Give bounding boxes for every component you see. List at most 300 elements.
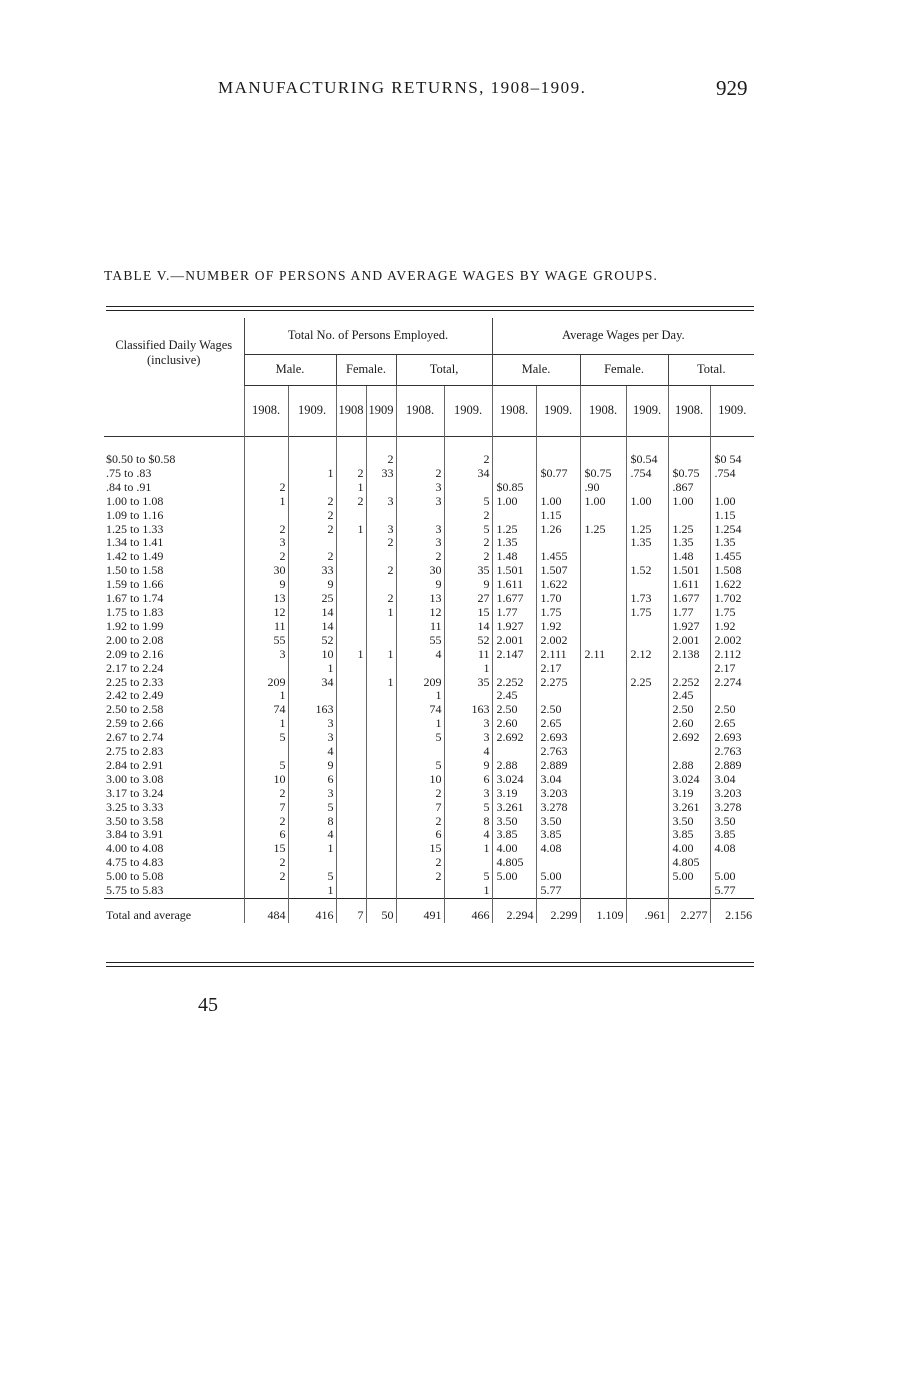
- persons-cell: 4: [396, 648, 444, 662]
- persons-cell: [336, 703, 366, 717]
- wage-cell: 1.455: [536, 550, 580, 564]
- wage-cell: 1.00: [492, 495, 536, 509]
- wage-cell: [580, 509, 626, 523]
- persons-cell: [366, 787, 396, 801]
- wage-class-label: 1.42 to 1.49: [106, 550, 164, 564]
- persons-cell: 1: [366, 676, 396, 690]
- table-row: [104, 662, 754, 676]
- persons-cell: 10: [396, 773, 444, 787]
- wage-cell: 1.70: [536, 592, 580, 606]
- wage-cell: [580, 592, 626, 606]
- wage-cell: 2.889: [710, 759, 754, 773]
- persons-cell: 2: [336, 467, 366, 481]
- persons-cell: 5: [396, 731, 444, 745]
- persons-cell: [244, 745, 288, 759]
- wage-cell: [580, 662, 626, 676]
- wage-class-label: $0.50 to $0.58: [106, 453, 176, 466]
- table-title: TABLE V.—NUMBER OF PERSONS AND AVERAGE WAGES BY WAGE GROUPS.: [104, 268, 659, 283]
- wage-cell: .90: [580, 481, 626, 495]
- persons-cell: 4: [444, 828, 492, 842]
- persons-cell: 3: [288, 787, 336, 801]
- persons-cell: [336, 564, 366, 578]
- wage-cell: 1.501: [668, 564, 710, 578]
- persons-cell: [396, 453, 444, 467]
- persons-cell: [336, 509, 366, 523]
- wage-cell: [580, 745, 626, 759]
- persons-cell: 3: [444, 731, 492, 745]
- wage-class-label: 3.17 to 3.24: [106, 786, 164, 800]
- wage-cell: [626, 828, 668, 842]
- wage-cell: 2.88: [492, 759, 536, 773]
- wage-cell: 2.763: [536, 745, 580, 759]
- persons-cell: 34: [444, 467, 492, 481]
- wage-cell: [626, 745, 668, 759]
- wage-cell: [580, 815, 626, 829]
- wage-cell: 3.85: [536, 828, 580, 842]
- table-row: [104, 759, 754, 773]
- year-header: 1908.: [396, 386, 444, 437]
- wage-class-label: .84 to .91: [106, 480, 152, 494]
- persons-cell: 33: [288, 564, 336, 578]
- persons-cell: [396, 884, 444, 898]
- table-row: [104, 620, 754, 634]
- persons-cell: 1: [288, 467, 336, 481]
- persons-cell: 3: [396, 523, 444, 537]
- wage-cell: 2.17: [536, 662, 580, 676]
- wage-cell: [580, 801, 626, 815]
- persons-cell: [444, 856, 492, 870]
- wage-class-label: 3.84 to 3.91: [106, 828, 164, 842]
- wage-class-label: 1.59 to 1.66: [106, 578, 164, 592]
- persons-cell: 1: [336, 481, 366, 495]
- subheader-female-wages: Female.: [580, 355, 668, 386]
- persons-cell: [336, 662, 366, 676]
- persons-cell: 9: [444, 759, 492, 773]
- persons-cell: 3: [444, 787, 492, 801]
- year-header: 1909.: [626, 386, 668, 437]
- wage-cell: 2.50: [710, 703, 754, 717]
- wage-cell: [580, 856, 626, 870]
- persons-cell: 11: [396, 620, 444, 634]
- wage-cell: 2.001: [492, 634, 536, 648]
- wage-cell: $0.85: [492, 481, 536, 495]
- persons-cell: 1: [244, 495, 288, 509]
- wage-class-label: 3.00 to 3.08: [106, 772, 164, 786]
- persons-cell: [288, 536, 336, 550]
- persons-cell: 1: [288, 662, 336, 676]
- table-row: [104, 467, 754, 481]
- persons-cell: 6: [288, 773, 336, 787]
- persons-cell: 1: [444, 662, 492, 676]
- wage-cell: 3.278: [710, 801, 754, 815]
- persons-cell: [288, 856, 336, 870]
- table-row: [104, 856, 754, 870]
- wage-cell: 2.692: [668, 731, 710, 745]
- wage-cell: 2.001: [668, 634, 710, 648]
- persons-cell: [366, 620, 396, 634]
- wage-cell: 3.278: [536, 801, 580, 815]
- wage-cell: [626, 842, 668, 856]
- wage-cell: [626, 509, 668, 523]
- persons-cell: [336, 842, 366, 856]
- wage-cell: [626, 773, 668, 787]
- persons-cell: 1: [244, 689, 288, 703]
- persons-cell: 2: [366, 536, 396, 550]
- persons-cell: 6: [244, 828, 288, 842]
- persons-cell: [288, 689, 336, 703]
- wage-cell: 5.77: [536, 884, 580, 898]
- total-cell: 1.109: [580, 899, 626, 924]
- wage-class-label: 2.09 to 2.16: [106, 647, 164, 661]
- persons-cell: 163: [444, 703, 492, 717]
- wage-class-label: 3.50 to 3.58: [106, 814, 164, 828]
- persons-cell: [288, 481, 336, 495]
- wage-cell: 1.92: [536, 620, 580, 634]
- wage-cell: [492, 662, 536, 676]
- wage-cell: [580, 717, 626, 731]
- wage-class-label: 1.00 to 1.08: [106, 494, 164, 508]
- persons-cell: 1: [366, 606, 396, 620]
- persons-cell: 13: [396, 592, 444, 606]
- persons-cell: 9: [288, 759, 336, 773]
- persons-cell: 2: [336, 495, 366, 509]
- wage-cell: 1.00: [668, 495, 710, 509]
- wage-cell: 2.274: [710, 676, 754, 690]
- table-row: [104, 787, 754, 801]
- table-row: [104, 745, 754, 759]
- wage-cell: 5.77: [710, 884, 754, 898]
- persons-cell: 3: [396, 481, 444, 495]
- wage-cell: 3.19: [492, 787, 536, 801]
- bottom-rule-double: [106, 966, 754, 967]
- persons-cell: 163: [288, 703, 336, 717]
- wage-cell: 2.12: [626, 648, 668, 662]
- wage-cell: 3.04: [536, 773, 580, 787]
- table-row: [104, 870, 754, 884]
- persons-cell: 2: [366, 564, 396, 578]
- persons-cell: [444, 689, 492, 703]
- wage-cell: 1.00: [710, 495, 754, 509]
- wage-cell: [580, 606, 626, 620]
- persons-cell: [288, 453, 336, 467]
- wage-class-label: 2.42 to 2.49: [106, 689, 164, 703]
- year-header: 1909.: [288, 386, 336, 437]
- wage-cell: 3.50: [710, 815, 754, 829]
- persons-cell: 9: [288, 578, 336, 592]
- persons-cell: [336, 828, 366, 842]
- subheader-female-persons: Female.: [336, 355, 396, 386]
- wage-cell: 3.85: [668, 828, 710, 842]
- persons-cell: 1: [396, 689, 444, 703]
- total-row: [104, 899, 754, 924]
- persons-cell: 14: [288, 606, 336, 620]
- persons-cell: [366, 759, 396, 773]
- persons-cell: 2: [396, 467, 444, 481]
- wage-class-label: 4.75 to 4.83: [106, 856, 164, 870]
- persons-cell: [366, 662, 396, 676]
- persons-cell: 1: [336, 523, 366, 537]
- persons-cell: [366, 828, 396, 842]
- group-persons-header: Total No. of Persons Employed.: [244, 318, 492, 355]
- wage-cell: [626, 634, 668, 648]
- wage-cell: 3.85: [492, 828, 536, 842]
- wage-cell: 2.763: [710, 745, 754, 759]
- wage-cell: 1.35: [492, 536, 536, 550]
- wage-cell: $0 54: [710, 453, 754, 467]
- wage-cell: [580, 578, 626, 592]
- persons-cell: 14: [288, 620, 336, 634]
- persons-cell: 10: [244, 773, 288, 787]
- persons-cell: 74: [396, 703, 444, 717]
- total-cell: .961: [626, 899, 668, 924]
- wage-cell: [580, 550, 626, 564]
- wage-cell: 2.25: [626, 676, 668, 690]
- persons-cell: 5: [444, 495, 492, 509]
- wage-class-label: 2.50 to 2.58: [106, 703, 164, 717]
- persons-cell: 12: [396, 606, 444, 620]
- wage-cell: 1.622: [710, 578, 754, 592]
- persons-cell: [244, 453, 288, 467]
- wage-cell: [580, 884, 626, 898]
- wage-cell: 3.50: [536, 815, 580, 829]
- wage-cell: 1.25: [580, 523, 626, 537]
- persons-cell: [336, 453, 366, 467]
- wage-cell: 1.677: [492, 592, 536, 606]
- wage-cell: [626, 884, 668, 898]
- wage-class-label: 1.34 to 1.41: [106, 536, 164, 550]
- table-row: [104, 842, 754, 856]
- wage-cell: [626, 481, 668, 495]
- persons-cell: 6: [444, 773, 492, 787]
- persons-cell: [366, 842, 396, 856]
- wage-cell: 1.75: [626, 606, 668, 620]
- wage-cell: 1.52: [626, 564, 668, 578]
- total-cell: 484: [244, 899, 288, 924]
- persons-cell: 15: [444, 606, 492, 620]
- wage-cell: [626, 703, 668, 717]
- persons-cell: 10: [288, 648, 336, 662]
- total-cell: 2.294: [492, 899, 536, 924]
- wage-cell: [536, 689, 580, 703]
- persons-cell: 4: [444, 745, 492, 759]
- persons-cell: 7: [244, 801, 288, 815]
- wage-cell: 3.85: [710, 828, 754, 842]
- wage-cell: 2.60: [668, 717, 710, 731]
- wage-cell: 1.77: [492, 606, 536, 620]
- persons-cell: [366, 481, 396, 495]
- wage-cell: [580, 731, 626, 745]
- wage-cell: [580, 620, 626, 634]
- table-row: [104, 495, 754, 509]
- persons-cell: 2: [244, 787, 288, 801]
- wage-cell: [626, 815, 668, 829]
- persons-cell: 2: [444, 536, 492, 550]
- persons-cell: 5: [244, 759, 288, 773]
- wage-class-label: .75 to .83: [106, 466, 152, 480]
- wage-cell: [580, 689, 626, 703]
- year-header: 1909: [366, 386, 396, 437]
- wage-cell: 1.507: [536, 564, 580, 578]
- persons-cell: 55: [396, 634, 444, 648]
- persons-cell: 9: [444, 578, 492, 592]
- table-row: [104, 731, 754, 745]
- wage-cell: 2.693: [536, 731, 580, 745]
- wage-cell: 4.00: [668, 842, 710, 856]
- wage-cell: 1.92: [710, 620, 754, 634]
- table-row: [104, 703, 754, 717]
- persons-cell: [366, 884, 396, 898]
- total-cell: 7: [336, 899, 366, 924]
- wage-cell: 2.693: [710, 731, 754, 745]
- table-row: [104, 884, 754, 898]
- persons-cell: 2: [288, 550, 336, 564]
- persons-cell: [336, 592, 366, 606]
- wage-cell: 1.611: [668, 578, 710, 592]
- persons-cell: 12: [244, 606, 288, 620]
- wage-class-label: 1.25 to 1.33: [106, 522, 164, 536]
- persons-cell: [366, 703, 396, 717]
- wage-cell: [626, 870, 668, 884]
- wage-cell: 1.677: [668, 592, 710, 606]
- year-header: 1908: [336, 386, 366, 437]
- persons-cell: [336, 787, 366, 801]
- persons-cell: 1: [244, 717, 288, 731]
- year-header: 1908.: [580, 386, 626, 437]
- wage-cell: 1.25: [492, 523, 536, 537]
- wage-cell: [626, 731, 668, 745]
- wage-cell: [710, 689, 754, 703]
- persons-cell: 2: [396, 815, 444, 829]
- persons-cell: 3: [288, 717, 336, 731]
- wage-class-label: 2.59 to 2.66: [106, 717, 164, 731]
- wage-cell: 3.50: [668, 815, 710, 829]
- stub-header: Classified Daily Wages (inclusive): [115, 338, 233, 367]
- persons-cell: 7: [396, 801, 444, 815]
- persons-cell: [336, 815, 366, 829]
- persons-cell: 5: [244, 731, 288, 745]
- wage-cell: .754: [626, 467, 668, 481]
- wage-cell: [668, 745, 710, 759]
- wage-cell: [668, 662, 710, 676]
- wage-cell: 1.00: [626, 495, 668, 509]
- wage-cell: 3.024: [668, 773, 710, 787]
- persons-cell: [336, 745, 366, 759]
- wage-class-label: 1.09 to 1.16: [106, 508, 164, 522]
- persons-cell: 3: [366, 523, 396, 537]
- wage-cell: [580, 536, 626, 550]
- wage-cell: 2.65: [536, 717, 580, 731]
- table-row: [104, 648, 754, 662]
- wage-cell: 5.00: [668, 870, 710, 884]
- persons-cell: 13: [244, 592, 288, 606]
- persons-cell: 5: [444, 523, 492, 537]
- wage-cell: 1.15: [710, 509, 754, 523]
- year-header: 1908.: [244, 386, 288, 437]
- persons-cell: 3: [396, 536, 444, 550]
- wage-cell: [580, 870, 626, 884]
- running-title: MANUFACTURING RETURNS, 1908–1909.: [218, 78, 587, 97]
- table-row: [104, 523, 754, 537]
- persons-cell: [336, 731, 366, 745]
- header-gap-row: [104, 437, 754, 454]
- table-row: [104, 564, 754, 578]
- wage-cell: 1.611: [492, 578, 536, 592]
- persons-cell: [244, 467, 288, 481]
- wage-cell: [668, 453, 710, 467]
- wage-cell: 1.35: [668, 536, 710, 550]
- persons-cell: [336, 578, 366, 592]
- table-row: [104, 550, 754, 564]
- persons-cell: 52: [444, 634, 492, 648]
- wage-cell: .867: [668, 481, 710, 495]
- persons-cell: [444, 481, 492, 495]
- wage-class-label: 2.00 to 2.08: [106, 633, 164, 647]
- wage-cell: 1.254: [710, 523, 754, 537]
- wage-cell: [536, 856, 580, 870]
- wage-cell: 1.702: [710, 592, 754, 606]
- total-cell: 416: [288, 899, 336, 924]
- persons-cell: 2: [366, 592, 396, 606]
- wage-table: [104, 318, 754, 923]
- wage-class-label: 2.67 to 2.74: [106, 731, 164, 745]
- persons-cell: [336, 856, 366, 870]
- persons-cell: 52: [288, 634, 336, 648]
- persons-cell: [366, 578, 396, 592]
- wage-cell: [580, 759, 626, 773]
- wage-cell: [626, 717, 668, 731]
- persons-cell: [366, 509, 396, 523]
- persons-cell: 1: [444, 842, 492, 856]
- persons-cell: 2: [244, 481, 288, 495]
- wage-class-label: 2.75 to 2.83: [106, 745, 164, 759]
- wage-cell: [710, 856, 754, 870]
- wage-cell: [580, 634, 626, 648]
- persons-cell: 4: [288, 828, 336, 842]
- persons-cell: 5: [396, 759, 444, 773]
- table-row: [104, 717, 754, 731]
- persons-cell: 30: [396, 564, 444, 578]
- wage-class-label: 5.75 to 5.83: [106, 884, 164, 898]
- persons-cell: 3: [244, 648, 288, 662]
- wage-cell: $0.75: [580, 467, 626, 481]
- persons-cell: [336, 634, 366, 648]
- wage-cell: 1.00: [580, 495, 626, 509]
- persons-cell: 2: [244, 870, 288, 884]
- persons-cell: [336, 689, 366, 703]
- persons-cell: 33: [366, 467, 396, 481]
- persons-cell: [366, 745, 396, 759]
- wage-cell: [626, 620, 668, 634]
- persons-cell: [366, 801, 396, 815]
- table-row: [104, 689, 754, 703]
- persons-cell: 35: [444, 564, 492, 578]
- wage-cell: [668, 884, 710, 898]
- year-header: 1909.: [536, 386, 580, 437]
- wage-cell: 5.00: [710, 870, 754, 884]
- wage-cell: 1.75: [536, 606, 580, 620]
- persons-cell: [336, 550, 366, 564]
- wage-cell: [710, 481, 754, 495]
- wage-cell: [536, 453, 580, 467]
- persons-cell: 3: [396, 495, 444, 509]
- table-row: [104, 634, 754, 648]
- wage-cell: 1.622: [536, 578, 580, 592]
- persons-cell: [336, 870, 366, 884]
- wage-cell: 2.138: [668, 648, 710, 662]
- persons-cell: [336, 536, 366, 550]
- persons-cell: 1: [366, 648, 396, 662]
- persons-cell: 30: [244, 564, 288, 578]
